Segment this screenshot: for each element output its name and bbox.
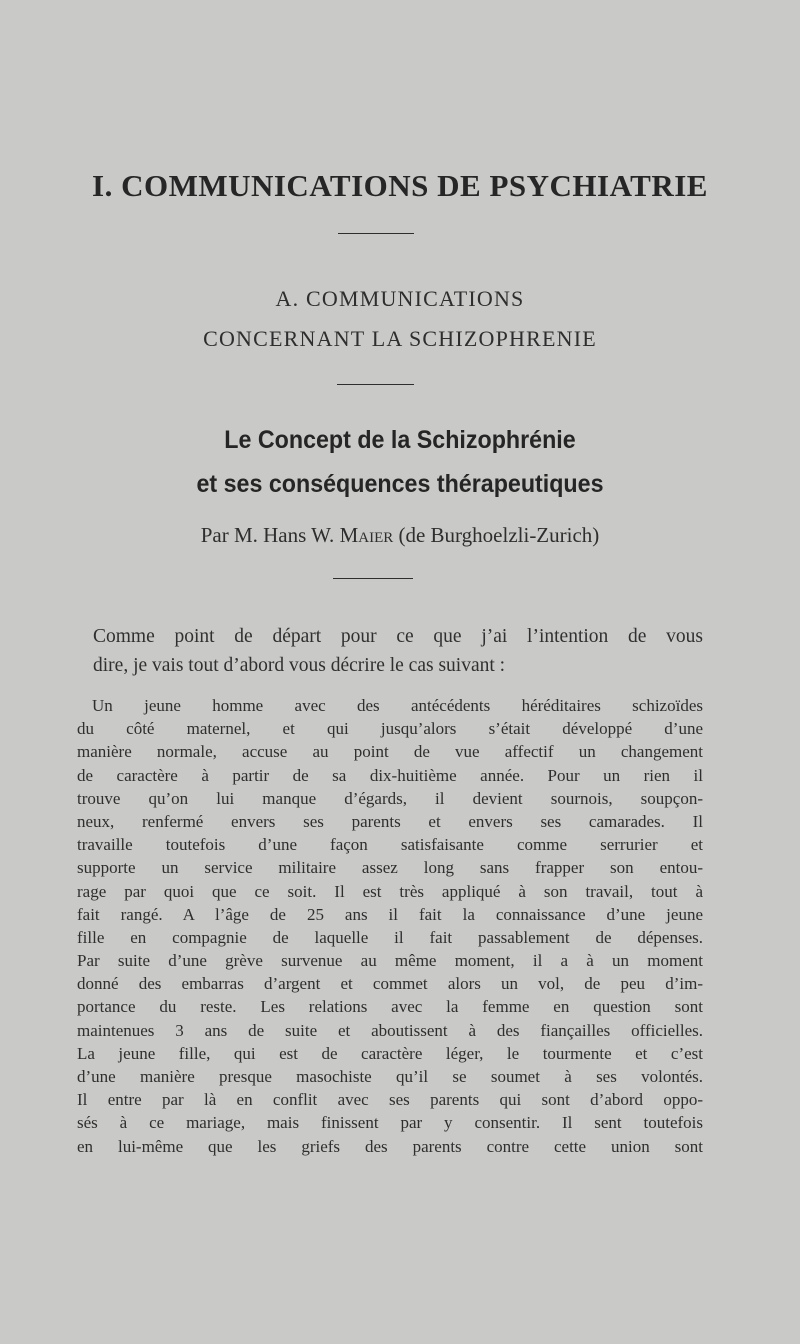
body-line: neux, renfermé envers ses parents et envers ses camarades. Il [77,811,703,831]
byline [0,523,800,548]
body-line: trouve qu’on lui manque d’égards, il devient sournois, soupçon- [77,788,703,808]
divider-rule-2 [337,384,414,385]
body-line: manière normale, accuse au point de vue affectif un changement [77,742,703,762]
article-title-line-1: Le Concept de la Schizophrénie [224,426,576,454]
byline-prefix: Par M. Hans W. [200,523,335,547]
body-line: fait rangé. A l’âge de 25 ans il fait la connaissance d’une jeune [77,904,703,924]
body-line: portance du reste. Les relations avec la femme en question sont [77,997,703,1017]
divider-rule-1 [338,233,414,234]
section-heading: I. COMMUNICATIONS DE PSYCHIATRIE [92,168,708,203]
byline-affiliation: (de Burghoelzli-Zurich) [398,523,600,547]
body-line: Il entre par là en conflit avec ses parents qui sont d’abord oppo- [77,1090,703,1110]
body-line: de caractère à partir de sa dix-huitième année. Pour un rien il [77,765,703,785]
body-line: d’une manière presque masochiste qu’il se soumet à ses volontés. [77,1067,703,1086]
body-line: rage par quoi que ce soit. Il est très appliqué à son travail, tout à [77,881,703,901]
body-line: Un jeune homme avec des antécédents héréditaires schizoïdes [92,696,703,715]
body-line: en lui-même que les griefs des parents contre cette union sont [77,1136,703,1156]
intro-line: Comme point de départ pour ce que j’ai l’intention de vous [93,626,703,647]
intro-line: dire, je vais tout d’abord vous décrire le cas suivant : [93,655,506,676]
sub-heading-line-1: A. COMMUNICATIONS [275,286,525,311]
body-line: maintenues 3 ans de suite et aboutissent à des fiançailles officielles. [77,1020,703,1040]
article-title-line-2: et ses conséquences thérapeutiques [196,470,604,498]
body-line: travaille toutefois d’une façon satisfaisante comme serrurier et [77,835,703,855]
divider-rule-3 [333,578,413,579]
body-line: sés à ce mariage, mais finissent par y consentir. Il sent toutefois [77,1113,703,1133]
body-line: La jeune fille, qui est de caractère léger, le tourmente et c’est [77,1043,703,1063]
body-line: Par suite d’une grève survenue au même moment, il a à un moment [77,951,703,971]
body-paragraph [77,694,703,1158]
body-line: donné des embarras d’argent et commet alors un vol, de peu d’im- [77,974,703,994]
body-line: du côté maternel, et qui jusqu’alors s’était développé d’une [77,719,703,739]
body-line: supporte un service militaire assez long sans frapper son entou- [77,858,703,878]
body-line: fille en compagnie de laquelle il fait passablement de dépenses. [77,927,703,947]
sub-heading-line-2: CONCERNANT LA SCHIZOPHRENIE [203,326,597,351]
byline-author-surname: Maier [339,523,394,547]
intro-paragraph [93,622,703,680]
